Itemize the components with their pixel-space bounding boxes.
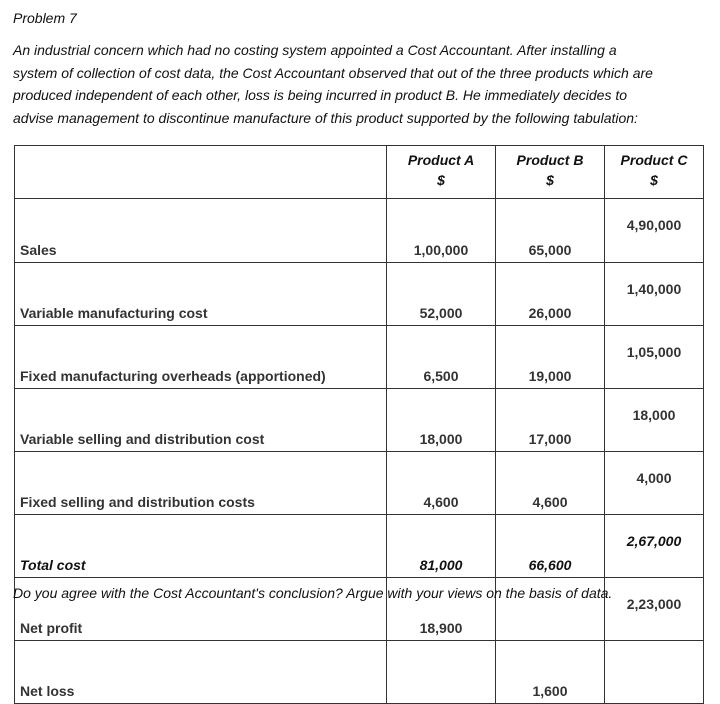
value-product-a: 1,00,000 — [387, 199, 496, 263]
cost-table — [14, 145, 704, 704]
value-product-b: 17,000 — [496, 389, 605, 452]
table-row — [15, 199, 704, 263]
value-product-c: 4,000 — [605, 452, 704, 515]
table-row — [15, 263, 704, 326]
value-product-a: 18,000 — [387, 389, 496, 452]
row-label: Net loss — [15, 641, 387, 704]
value-product-b: 4,600 — [496, 452, 605, 515]
intro-line: advise management to discontinue manufacture of this product supported by the following tabulation: — [13, 109, 638, 126]
problem-title: Problem 7 — [13, 10, 77, 26]
row-label: Sales — [15, 199, 387, 263]
header-product-b — [496, 146, 605, 199]
row-label: Variable selling and distribution cost — [15, 389, 387, 452]
value-product-c: 1,40,000 — [605, 263, 704, 326]
value-product-b: 1,600 — [496, 641, 605, 704]
value-product-b: 66,600 — [496, 515, 605, 578]
row-label: Total cost — [15, 515, 387, 578]
header-name: Product A — [407, 152, 475, 168]
row-label: Fixed manufacturing overheads (apportioned) — [15, 326, 387, 389]
row-label: Variable manufacturing cost — [15, 263, 387, 326]
question-text: Do you agree with the Cost Accountant's conclusion? Argue with your views on the basis of data. — [13, 585, 613, 601]
intro-line: An industrial concern which had no costing system appointed a Cost Accountant. After installing a — [13, 42, 617, 58]
value-product-b: 26,000 — [496, 263, 605, 326]
table-row-total — [15, 515, 704, 578]
intro-line: produced independent of each other, loss is being incurred in product B. He immediately decides to — [13, 87, 628, 103]
value-product-c — [605, 641, 704, 704]
table-row — [15, 452, 704, 515]
value-product-b: 19,000 — [496, 326, 605, 389]
value-product-a: 81,000 — [387, 515, 496, 578]
header-row — [15, 146, 704, 199]
header-product-a — [387, 146, 496, 199]
value-product-c: 2,23,000 — [605, 578, 704, 641]
value-product-a: 4,600 — [387, 452, 496, 515]
intro-line: system of collection of cost data, the Cost Accountant observed that out of the three products which are — [13, 64, 653, 81]
header-product-c — [605, 146, 704, 199]
table-row — [15, 641, 704, 704]
value-product-a — [387, 641, 496, 704]
value-product-c: 2,67,000 — [605, 515, 704, 578]
value-product-c: 18,000 — [605, 389, 704, 452]
problem-intro — [13, 39, 713, 129]
row-label: Fixed selling and distribution costs — [15, 452, 387, 515]
header-currency: $ — [437, 172, 445, 188]
header-name: Product C — [620, 152, 688, 168]
value-product-a: 52,000 — [387, 263, 496, 326]
row-label: Net profit — [15, 578, 387, 641]
value-product-a: 18,900 — [387, 578, 496, 641]
header-name: Product B — [516, 152, 584, 168]
table-row — [15, 389, 704, 452]
value-product-b: 65,000 — [496, 199, 605, 263]
header-currency: $ — [650, 172, 658, 188]
table-row — [15, 326, 704, 389]
header-currency: $ — [546, 172, 554, 188]
value-product-c: 1,05,000 — [605, 326, 704, 389]
value-product-a: 6,500 — [387, 326, 496, 389]
value-product-c: 4,90,000 — [605, 199, 704, 263]
header-blank — [15, 146, 387, 199]
